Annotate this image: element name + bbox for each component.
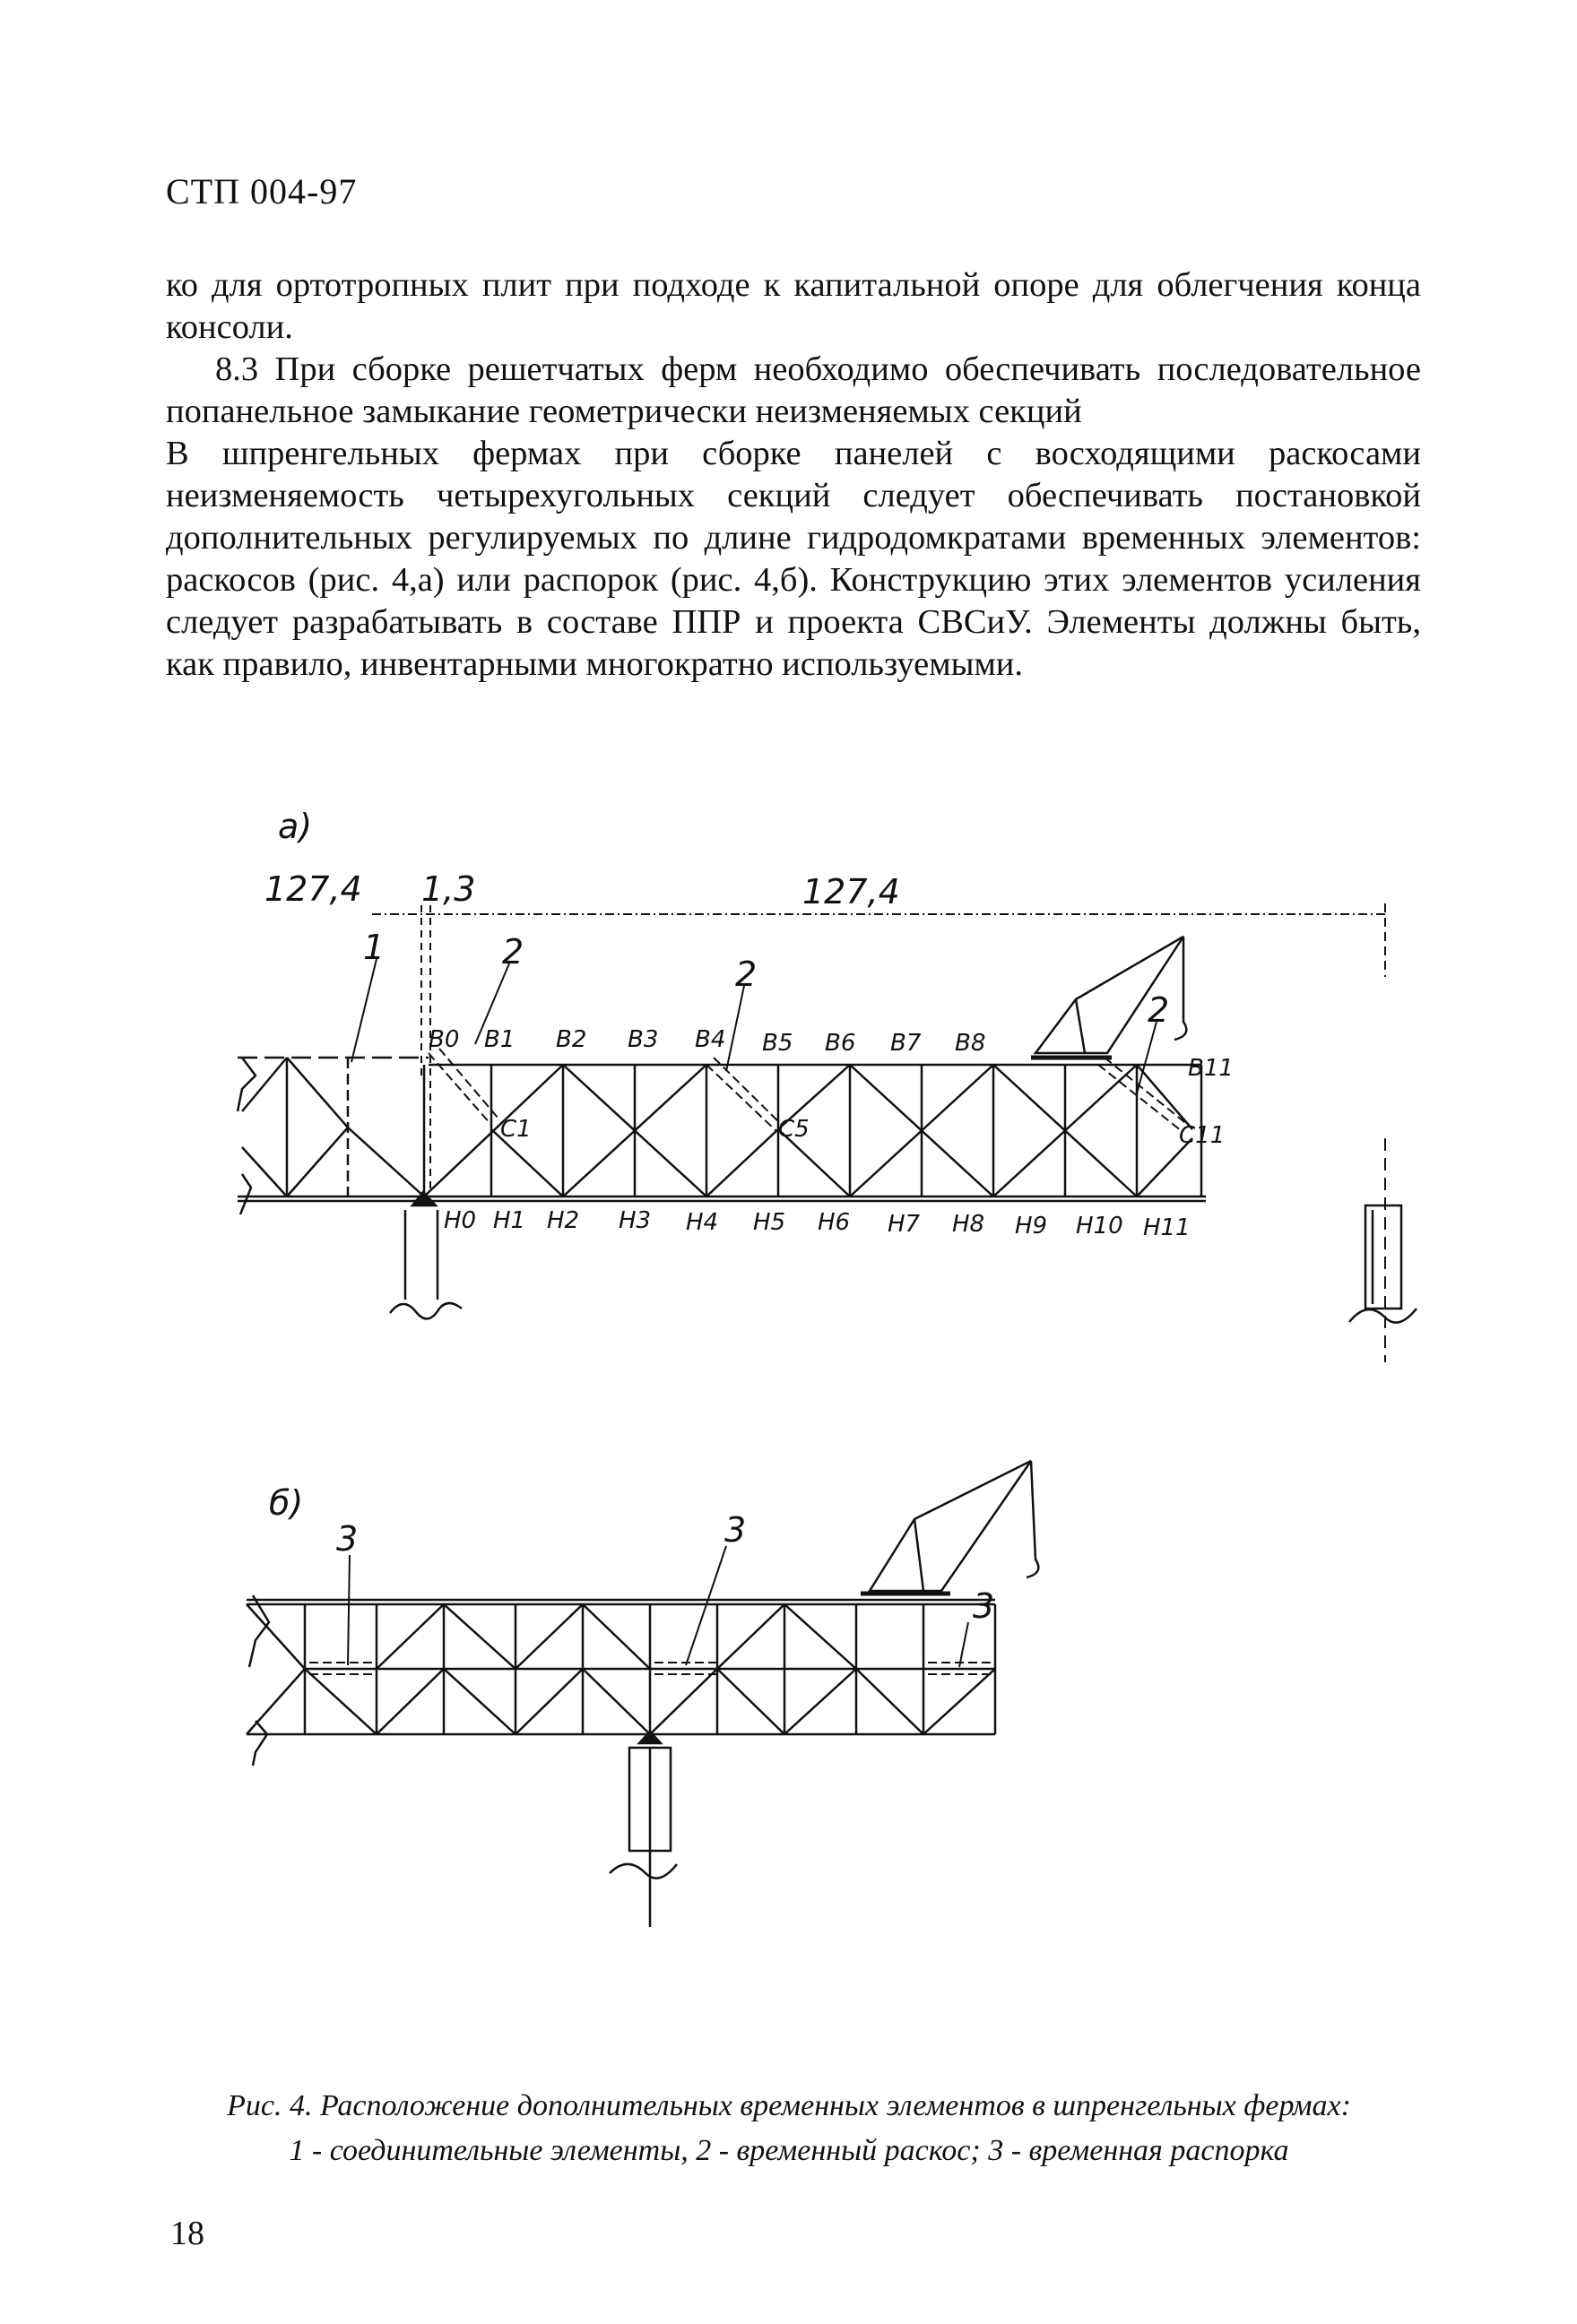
truss-b [247,1595,995,1766]
caption-title: Рис. 4. Расположение дополнительных временных элементов в шпренгельных фермах: [227,2089,1351,2122]
node-b5: В5 [762,1030,793,1057]
figure-caption [179,2084,1399,2173]
document-code: СТП 004-97 [166,171,358,212]
figure-4-truss-diagram [0,789,1577,2061]
panel-b [247,1461,1038,1927]
node-h5: Н5 [753,1209,786,1236]
node-h3: Н3 [619,1207,652,1234]
callout-2c: 2 [1148,990,1170,1030]
node-h4: Н4 [686,1209,719,1236]
node-b4: В4 [695,1026,726,1053]
dim-left: 127,4 [264,869,362,909]
node-b7: В7 [890,1030,922,1057]
node-c11: С11 [1179,1122,1226,1149]
dim-right: 127,4 [802,872,900,911]
node-h8: Н8 [952,1211,985,1238]
node-h1: Н1 [493,1207,526,1234]
callout-3a: 3 [336,1519,359,1559]
node-h2: Н2 [547,1207,580,1234]
paragraph-continued: ко для ортотропных плит при подходе к капитальной опоре для облегчения конца консоли. [166,266,1421,346]
node-c1: С1 [500,1116,532,1143]
node-h10: Н10 [1076,1213,1123,1240]
paragraph-truss-elements: В шпренгельных фермах при сборке панелей с восходящими раскосами неизменяемость четырехугольных секций следует обеспечивать постановкой дополнительных регулируемых по длине гидродомкратами временных элементов: раскосов (рис. 4,а) или распорок (рис. 4,б). Конструкцию этих элементов усиления следует разрабатывать в составе ППР и проекта СВСиУ. Элементы должны быть, как правило, инвентарными многократно используемыми. [166,435,1421,683]
panel-b-label: б) [269,1483,304,1523]
page-number: 18 [170,2215,204,2252]
node-h9: Н9 [1015,1213,1048,1240]
node-h0: Н0 [444,1207,477,1234]
support-b [610,1732,677,1927]
dim-mid: 1,3 [421,869,476,909]
truss-a [238,1058,1206,1214]
node-b2: В2 [556,1026,587,1053]
node-b3: В3 [628,1026,659,1053]
callout-3b: 3 [724,1510,747,1550]
paragraph-8-3: 8.3 При сборке решетчатых ферм необходимо обеспечивать последовательное попанельное замыкание геометрически неизменяемых секций [166,350,1421,430]
crane-b [861,1461,1038,1594]
node-h11: Н11 [1143,1214,1191,1241]
node-b0: В0 [429,1026,460,1053]
body-text [166,264,1421,686]
node-h6: Н6 [818,1209,851,1236]
callout-2b: 2 [735,955,758,994]
callout-1: 1 [363,928,386,967]
callout-2a: 2 [502,932,524,972]
node-h7: Н7 [888,1211,921,1238]
node-b1: В1 [484,1026,516,1053]
node-b6: В6 [825,1030,856,1057]
panel-a [238,807,1417,1362]
node-b11: В11 [1188,1055,1234,1082]
caption-legend: 1 - соединительные элементы, 2 - временный раскос; 3 - временная распорка [289,2134,1289,2167]
node-c5: С5 [778,1116,810,1143]
panel-a-label: а) [278,807,313,846]
node-b8: В8 [955,1030,986,1057]
callout-3c: 3 [973,1586,995,1626]
